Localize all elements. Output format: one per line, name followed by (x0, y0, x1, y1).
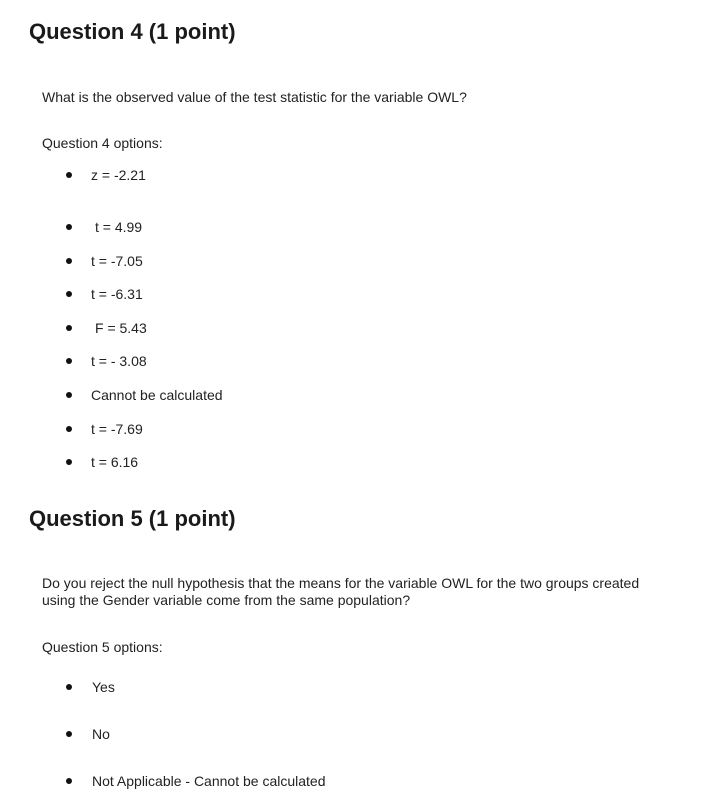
bullet-icon (66, 358, 72, 364)
option-label: t = 6.16 (91, 454, 139, 470)
question-5-options-label: Question 5 options: (42, 639, 163, 655)
option-label: Yes (92, 679, 115, 695)
option-label: F = 5.43 (95, 320, 147, 336)
question-5-text: Do you reject the null hypothesis that the means for the variable OWL for the two groups created using the Gender variable come from the same population? (42, 575, 640, 608)
bullet-icon (66, 291, 72, 297)
option-label: Not Applicable - Cannot be calculated (92, 773, 326, 789)
question-4-text: What is the observed value of the test statistic for the variable OWL? (42, 89, 467, 105)
bullet-icon (66, 684, 72, 690)
bullet-icon (66, 778, 72, 784)
option-label: Cannot be calculated (91, 387, 223, 403)
bullet-icon (66, 258, 72, 264)
bullet-icon (66, 172, 72, 178)
option-label: z = -2.21 (91, 167, 146, 183)
option-label: t = 4.99 (95, 219, 143, 235)
bullet-icon (66, 325, 72, 331)
bullet-icon (66, 731, 72, 737)
option-label: t = -7.69 (91, 421, 143, 437)
question-5-title: Question 5 (1 point) (29, 506, 236, 531)
bullet-icon (66, 426, 72, 432)
question-4-title: Question 4 (1 point) (29, 19, 236, 44)
option-label: t = -7.05 (91, 253, 143, 269)
option-label: t = - 3.08 (91, 353, 147, 369)
option-label: t = -6.31 (91, 286, 143, 302)
bullet-icon (66, 224, 72, 230)
bullet-icon (66, 392, 72, 398)
option-label: No (92, 726, 110, 742)
bullet-icon (66, 459, 72, 465)
question-4-options-label: Question 4 options: (42, 135, 163, 151)
